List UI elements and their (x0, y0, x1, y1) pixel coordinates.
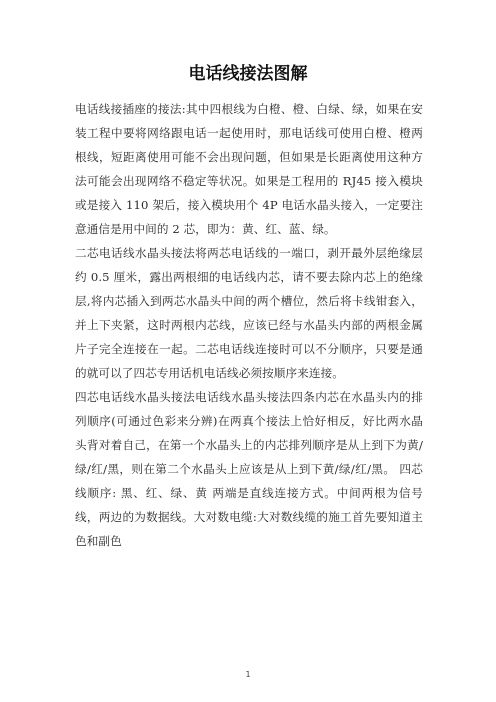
document-title: 电话线接法图解 (188, 64, 308, 84)
paragraph-1: 电话线接插座的接法:其中四根线为白橙、橙、白绿、绿，如果在安装工程中要将网络跟电话一起使用时，那电话线可使用白橙、橙两根线，短距离使用可能不会出现问题，但如果是长距离使用这种方法可能会出现网络不稳定等状况。如果是工程用的 RJ45 接入模块或是接入 110 架后，接入模块用个 4P 电话水晶头接入，一定要注意通信是用中间的 2 芯，即为：黄、红、蓝、绿。 (75, 102, 423, 236)
paragraph-3: 四芯电话线水晶头接法电话线水晶头接法四条内芯在水晶头内的排列顺序(可通过色彩来分辨)在两真个接法上恰好相反，好比两水晶头背对着自己，在第一个水晶头上的内芯排列顺序是从上到下为黄/绿/红/黑，则在第二个水晶头上应该是从上到下黄/绿/红/黑。 四芯线顺序: 黑、红、绿、黄 两端是直线连接方式。中间两根为信号线，两边的为数据线。大对数电缆:大对数线缆的施工首先要知道主色和副色 (75, 390, 423, 548)
page-number: 1 (245, 670, 251, 679)
paragraph-2: 二芯电话线水晶头接法将两芯电话线的一端口，剥开最外层绝缘层约 0.5 厘米，露出两根细的电话线内芯，请不要去除内芯上的绝缘层,将内芯插入到两芯水晶头中间的两个槽位，然后将卡线钳套入，并上下夹紧，这时两根内芯线，应该已经与水晶头内部的两根金属片子完全连接在一起。二芯电话线连接时可以不分顺序，只要是通的就可以了四芯专用话机电话线必须按顺序来连接。 (75, 246, 423, 380)
document-body (75, 97, 423, 553)
